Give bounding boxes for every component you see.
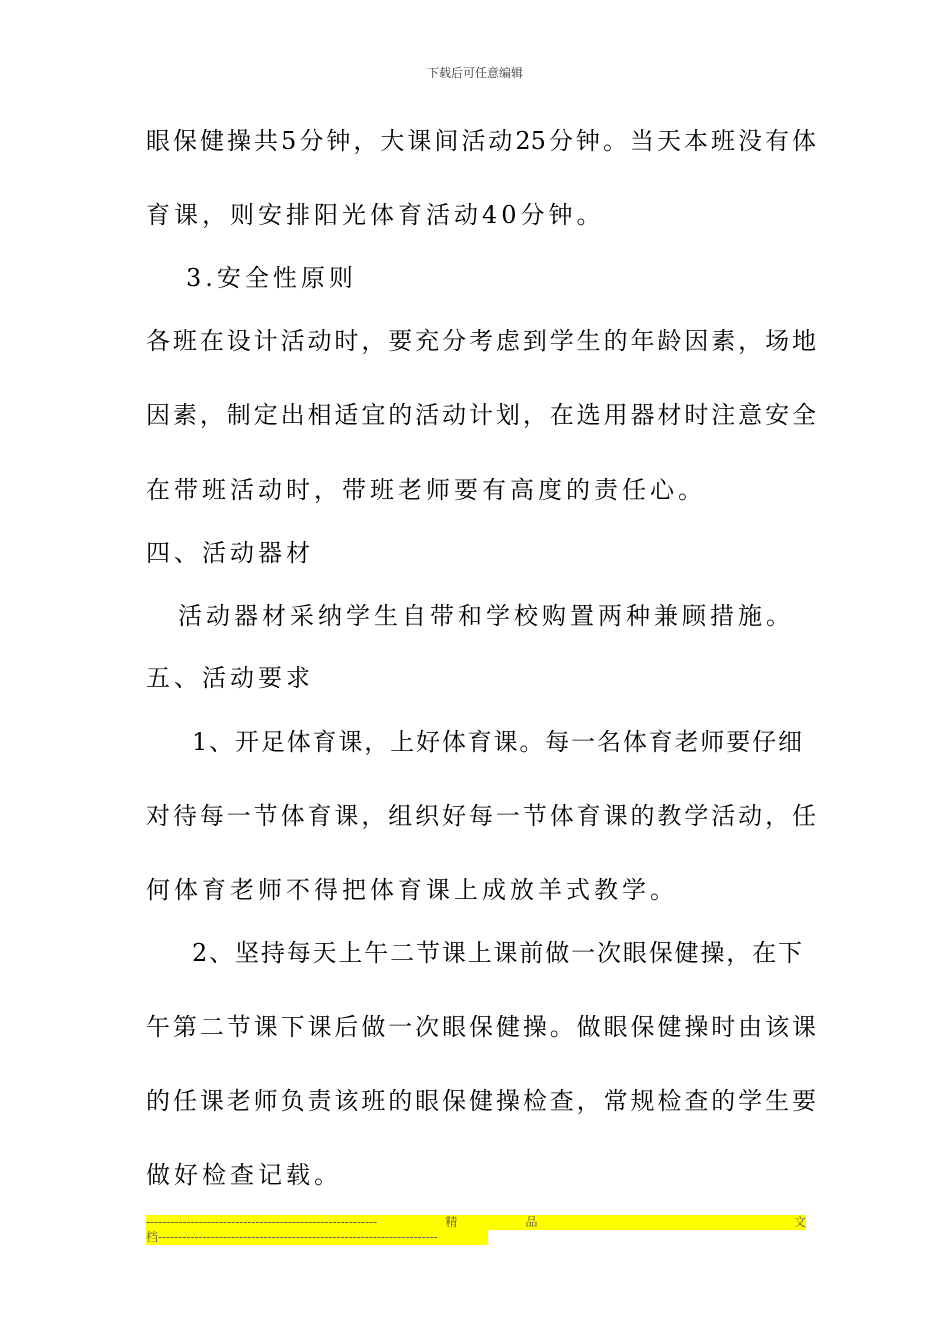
section-heading-equipment: 四、活动器材 xyxy=(146,539,314,567)
body-line-10: 1、开足体育课，上好体育课。每一名体育老师要仔细 xyxy=(192,728,802,756)
body-line-13: 2、坚持每天上午二节课上课前做一次眼保健操，在下 xyxy=(192,939,802,967)
body-line-1: 眼保健操共5分钟，大课间活动25分钟。当天本班没有体 xyxy=(146,127,816,155)
page-header: 下载后可任意编辑 xyxy=(426,66,523,80)
footer-char-jing: 精 xyxy=(445,1215,458,1229)
body-line-6: 在带班活动时，带班老师要有高度的责任心。 xyxy=(146,476,706,504)
section-heading-3: 3.安全性原则 xyxy=(186,264,357,292)
footer-banner xyxy=(146,1215,806,1230)
footer-dashes: --------------------------------------------------------- xyxy=(146,1215,378,1229)
body-line-8: 活动器材采纳学生自带和学校购置两种兼顾措施。 xyxy=(178,602,794,630)
body-line-5: 因素，制定出相适宜的活动计划，在选用器材时注意安全 xyxy=(146,401,816,429)
body-line-2: 育课，则安排阳光体育活动40分钟。 xyxy=(146,201,605,229)
body-line-14: 午第二节课下课后做一次眼保健操。做眼保健操时由该课 xyxy=(146,1013,816,1041)
footer-char-wen: 文 xyxy=(793,1215,806,1229)
body-line-16: 做好检查记载。 xyxy=(146,1161,342,1189)
footer-banner-row2: 档--------------------------------------------------------------------- xyxy=(146,1230,488,1245)
body-line-12: 何体育老师不得把体育课上成放羊式教学。 xyxy=(146,876,678,904)
footer-char-pin: 品 xyxy=(525,1215,538,1229)
body-line-4: 各班在设计活动时，要充分考虑到学生的年龄因素，场地 xyxy=(146,327,816,355)
body-line-15: 的任课老师负责该班的眼保健操检查，常规检查的学生要 xyxy=(146,1087,816,1115)
section-heading-requirements: 五、活动要求 xyxy=(146,664,314,692)
body-line-11: 对待每一节体育课，组织好每一节体育课的教学活动，任 xyxy=(146,802,816,830)
